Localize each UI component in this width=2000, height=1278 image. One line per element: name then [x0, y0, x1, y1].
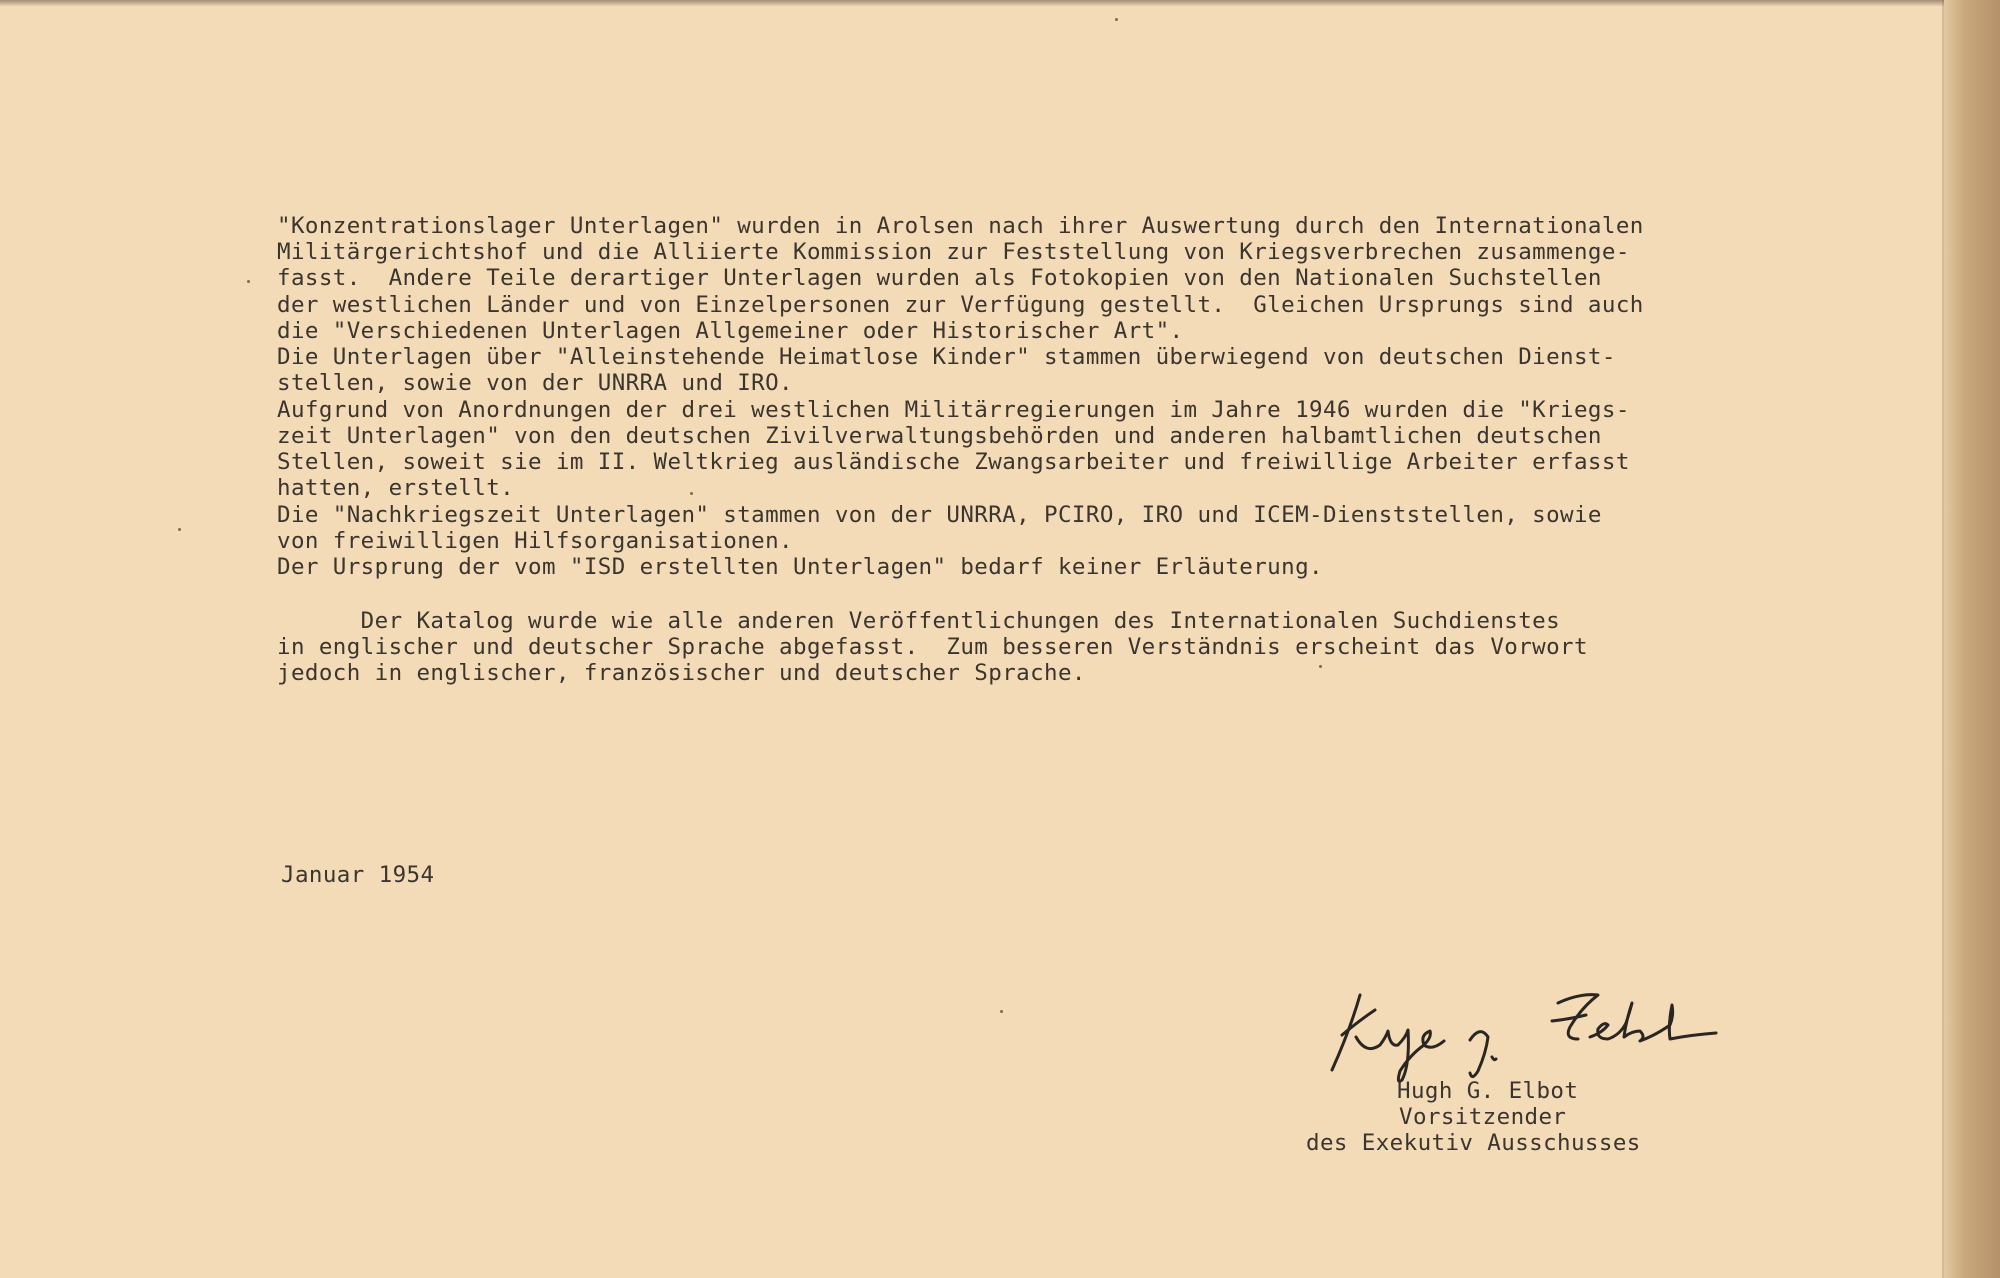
paragraph-line: hatten, erstellt.: [277, 475, 515, 501]
page-top-edge: [0, 0, 2000, 6]
paper-speck: [178, 528, 181, 531]
catalog-line: Der Katalog wurde wie alle anderen Veröffentlichungen des Internationalen Suchdienstes: [277, 608, 1561, 634]
paper-speck: [1000, 1010, 1003, 1013]
paragraph-line: der westlichen Länder und von Einzelpersonen zur Verfügung gestellt. Gleichen Ursprungs sind auch: [277, 292, 1644, 318]
paper-speck: [1319, 665, 1322, 668]
paragraph-line: stellen, sowie von der UNRRA und IRO.: [277, 370, 794, 396]
paragraph-line: Der Ursprung der vom "ISD erstellten Unterlagen" bedarf keiner Erläuterung.: [277, 554, 1323, 580]
signer-committee: des Exekutiv Ausschusses: [1306, 1130, 1641, 1156]
paragraph-line: Aufgrund von Anordnungen der drei westlichen Militärregierungen im Jahre 1946 wurden die "Kriegs-: [277, 397, 1630, 423]
paragraph-line: Die "Nachkriegszeit Unterlagen" stammen von der UNRRA, PCIRO, IRO und ICEM-Dienststellen, sowie: [277, 502, 1602, 528]
paper-speck: [247, 280, 250, 283]
paragraph-line: "Konzentrationslager Unterlagen" wurden in Arolsen nach ihrer Auswertung durch den Internationalen: [277, 213, 1644, 239]
document-date: Januar 1954: [281, 862, 435, 888]
paragraph-line: Die Unterlagen über "Alleinstehende Heimatlose Kinder" stammen überwiegend von deutschen Dienst-: [277, 344, 1616, 370]
signer-name: Hugh G. Elbot: [1397, 1078, 1579, 1104]
catalog-line: in englischer und deutscher Sprache abgefasst. Zum besseren Verständnis erscheint das Vorwort: [277, 634, 1588, 660]
paragraph-line: Stellen, soweit sie im II. Weltkrieg ausländische Zwangsarbeiter und freiwillige Arbeiter erfasst: [277, 449, 1630, 475]
signer-title: Vorsitzender: [1399, 1104, 1567, 1130]
paragraph-line: fasst. Andere Teile derartiger Unterlagen wurden als Fotokopien von den Nationalen Suchstellen: [277, 265, 1602, 291]
page-right-edge: [1944, 0, 2000, 1278]
paragraph-line: Militärgerichtshof und die Alliierte Kommission zur Feststellung von Kriegsverbrechen zusammenge-: [277, 239, 1630, 265]
handwritten-signature: [1320, 975, 1740, 1085]
paragraph-line: die "Verschiedenen Unterlagen Allgemeiner oder Historischer Art".: [277, 318, 1184, 344]
paper-speck: [690, 492, 693, 495]
catalog-line: jedoch in englischer, französischer und deutscher Sprache.: [277, 660, 1086, 686]
paragraph-line: von freiwilligen Hilfsorganisationen.: [277, 528, 794, 554]
paragraph-line: zeit Unterlagen" von den deutschen Zivilverwaltungsbehörden und anderen halbamtlichen deutschen: [277, 423, 1602, 449]
paper-speck: [1115, 18, 1118, 21]
